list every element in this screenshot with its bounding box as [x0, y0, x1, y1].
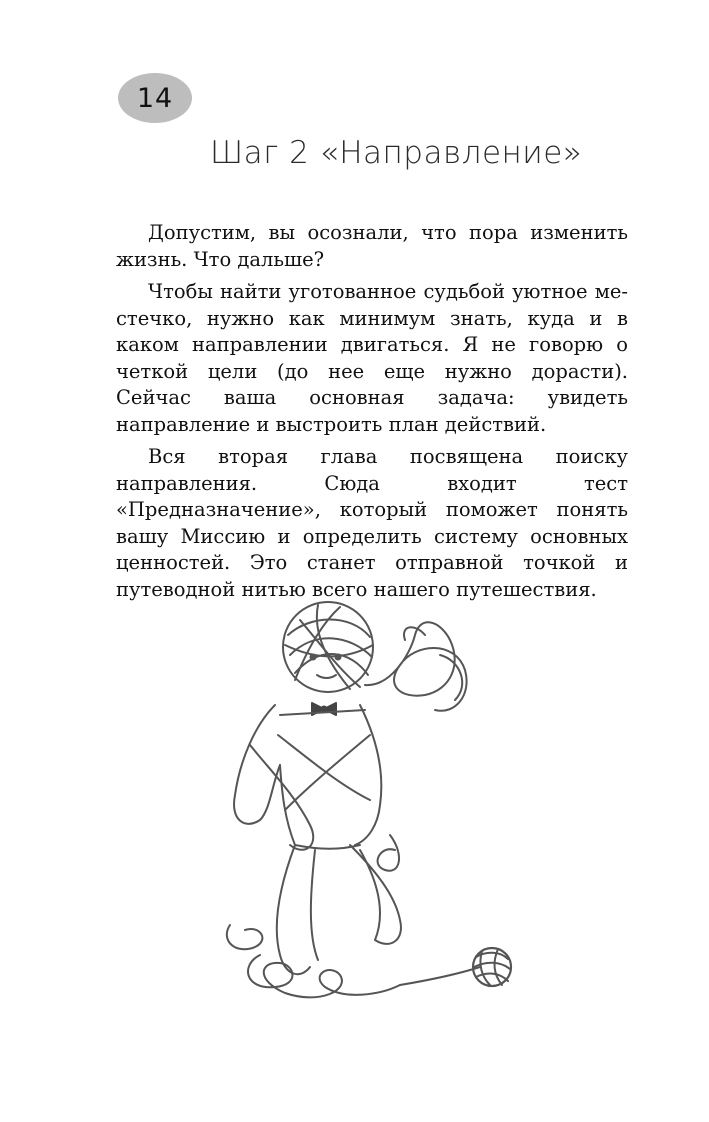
raised-arm — [365, 622, 467, 711]
paragraph-2: Чтобы найти уготованное судьбой уютное местечко, нужно как минимум знать, куда и в каком направлении двигаться. Я не говорю о четкой цели (до нее еще нужно дорасти). Сейчас ваша основная задача: увидеть направление и выстроить план действий. — [116, 280, 628, 436]
yarn-figure-illustration — [200, 595, 540, 1015]
tangled-thread — [227, 835, 480, 997]
figure-legs — [277, 845, 401, 974]
paragraph-1: Допустим, вы осознали, что пора изменить жизнь. Что дальше? — [116, 221, 628, 271]
paragraph-3: Вся вторая глава посвящена поиску направления. Сюда входит тест «Предназначение», который поможет понять вашу Миссию и определить систему основных ценностей. Это станет отправной точкой и путеводной нитью всего нашего путешествия. — [116, 445, 628, 601]
yarn-head — [283, 602, 373, 692]
chapter-heading: Шаг 2 «Направление» — [210, 135, 583, 171]
page-number-badge — [118, 73, 192, 123]
body-text — [116, 220, 628, 609]
page-number: 14 — [136, 82, 174, 114]
figure-body — [234, 705, 381, 850]
